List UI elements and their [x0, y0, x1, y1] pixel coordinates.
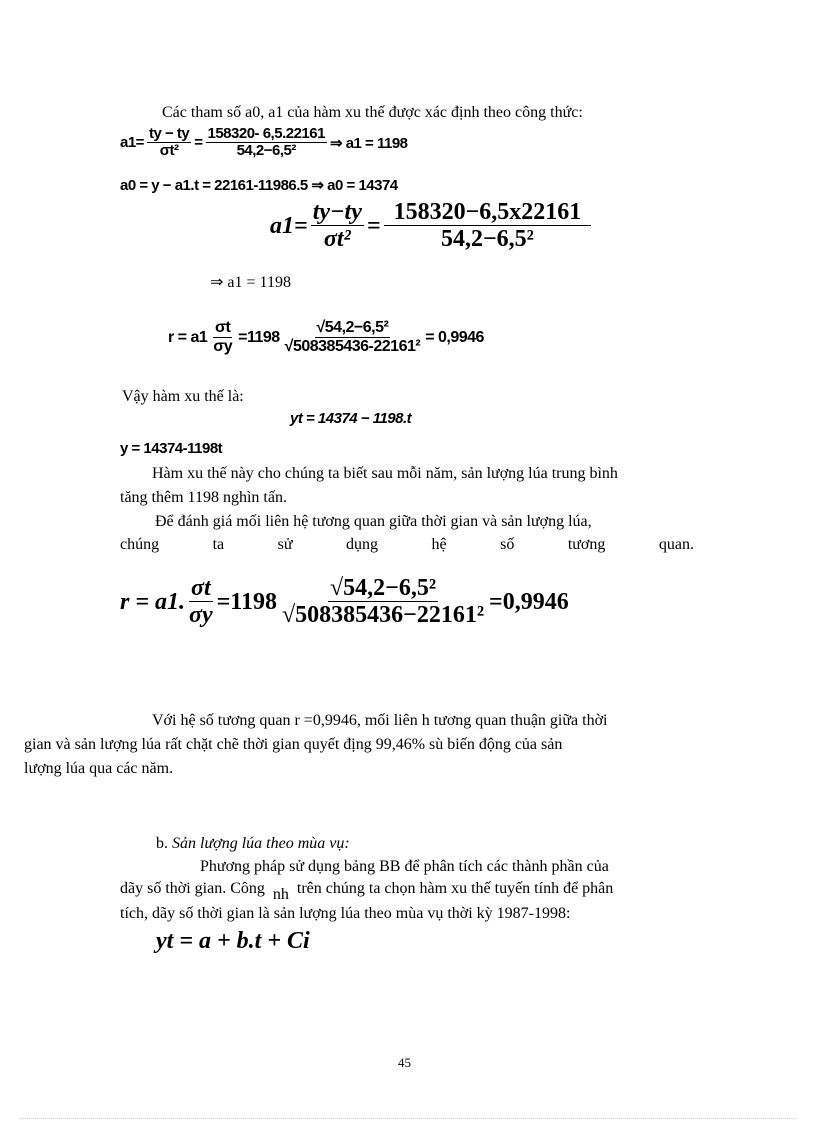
- paragraph-3-line-1: Với hệ số tương quan r =0,9946, mối liên h tương quan thuận giữa thời: [152, 712, 608, 729]
- trend-equation: yt = 14374 − 1198.t: [290, 410, 412, 427]
- paragraph-4-line-1: Phương pháp sử dụng bảng BB để phân tích các thành phần của: [200, 858, 609, 875]
- paragraph-4-line-2: dãy số thời gian. Công nh trên chúng ta chọn hàm xu thế tuyến tính để phân: [120, 880, 614, 903]
- page-bottom-divider: [20, 1118, 796, 1119]
- paragraph-4-line-3: tích, dãy số thời gian là sản lượng lúa theo mùa vụ thời kỳ 1987-1998:: [120, 905, 571, 922]
- equation-seasonal: yt = a + b.t + Ci: [156, 928, 310, 954]
- equation-a1-large: a1= $\frac{ty-ty}{\text{σt²}}$ = $\frac{158320-6,5x22161}{\text{54,2−6,5²}}$: [270, 200, 594, 253]
- equation-a0: a0 = y − a1.t = 22161-11986.5 ⇒ a0 = 14374: [120, 177, 398, 194]
- equation-a1-result: ⇒ a1 = 1198: [210, 274, 291, 291]
- paragraph-3-line-2: gian và sản lượng lúa rất chặt chẽ thời gian quyết địng 99,46% sù biến động của sản: [24, 736, 563, 753]
- conclusion-label: Vậy hàm xu thế là:: [122, 388, 244, 405]
- equation-a1-small: a1= $\frac{ty - ty}{\text{σt²}}$ = $\frac{158320- 6,5.22161}{\text{54,2−6,5²}}$ ⇒ a1 = 1198: [120, 125, 408, 159]
- equation-r-large: r = a1. $\frac{\sigma t}{\sigma y}$ =1198 $\frac{\text{√54,2−6,5²}}{\text{√508385436−22161²}}$ =0,9946: [120, 575, 569, 629]
- paragraph-1-line-1: Hàm xu thế này cho chúng ta biết sau mỗi năm, sản lượng lúa trung bình: [152, 465, 618, 482]
- intro-line: Các tham số a0, a1 của hàm xu thế được xác định theo công thức:: [162, 104, 583, 121]
- section-b-heading: b. Sản lượng lúa theo mùa vụ:: [156, 835, 350, 852]
- page-number: 45: [398, 1055, 411, 1070]
- paragraph-3-line-3: lượng lúa qua các năm.: [24, 760, 174, 777]
- paragraph-2-line-1: Để đánh giá mối liên hệ tương quan giữa thời gian và sản lượng lúa,: [155, 513, 592, 530]
- paragraph-2-line-2: chúng ta sử dụng hệ số tương quan.: [120, 536, 694, 553]
- equation-r-small: r = a1 $\frac{\sigma t}{\sigma y}$ =1198 $\frac{\text{√54,2−6,5²}}{\text{√508385436-22161²}}$ = 0,9946: [168, 319, 484, 355]
- paragraph-1-line-2: tăng thêm 1198 nghìn tấn.: [120, 489, 287, 506]
- trend-equation-plain: y = 14374-1198t: [120, 440, 223, 457]
